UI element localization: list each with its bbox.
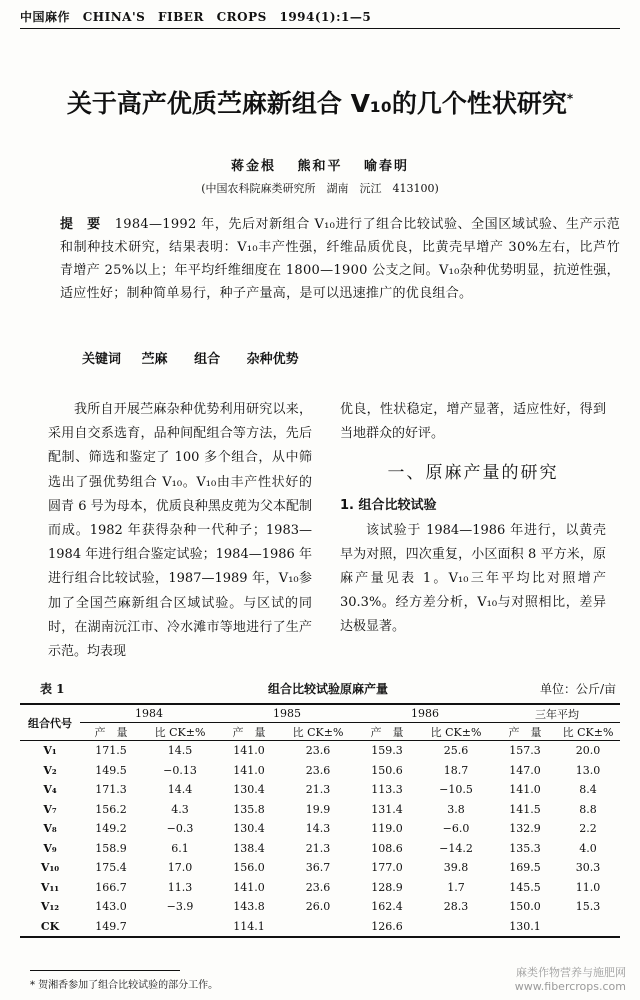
table-cell-vs-ck — [280, 917, 356, 938]
table-cell-vs-ck: 23.6 — [305, 763, 331, 777]
table-cell-yield: 171.3 — [95, 783, 127, 797]
table-cell-yield: 149.7 — [80, 917, 142, 938]
table-cell-yield: 141.5 — [509, 802, 541, 816]
table-cell-vs-ck: 8.4 — [579, 783, 597, 797]
sub-header-vs-ck: 比 CK±% — [418, 723, 494, 741]
footnote: * 贺湘香参加了组合比较试验的部分工作。 — [30, 980, 219, 991]
table-cell-vs-ck: 28.3 — [443, 900, 469, 914]
table-cell-yield: 119.0 — [371, 822, 403, 836]
body-right-column — [340, 398, 606, 640]
table-cell-yield: 141.0 — [233, 763, 265, 777]
table-cell-vs-ck: 14.4 — [167, 783, 193, 797]
table-cell-yield: 159.3 — [371, 744, 403, 758]
table-cell-vs-ck: 25.6 — [443, 744, 469, 758]
table-cell-vs-ck: 23.6 — [305, 744, 331, 758]
yield-table-body — [20, 741, 620, 938]
table-cell-vs-ck: 1.7 — [447, 880, 465, 894]
table-cell-vs-ck: −14.2 — [439, 841, 473, 855]
keyword-2: 组合 — [194, 352, 221, 367]
table-cell-vs-ck: 13.0 — [575, 763, 601, 777]
table-cell-yield: 147.0 — [509, 763, 541, 777]
table-cell-vs-ck: 8.8 — [579, 802, 597, 816]
table-cell-yield: 141.0 — [509, 783, 541, 797]
table-unit: 单位：公斤/亩 — [539, 682, 616, 696]
table-cell-yield: 156.2 — [95, 802, 127, 816]
table-cell-yield: 141.0 — [233, 880, 265, 894]
table-cell-code: V₁₀ — [40, 861, 60, 875]
table-cell-vs-ck: 11.0 — [575, 880, 601, 894]
running-head — [20, 8, 620, 25]
table-cell-yield: 156.0 — [233, 861, 265, 875]
table-cell-yield: 141.0 — [233, 744, 265, 758]
table-row — [20, 819, 620, 839]
watermark-line-2: www.fibercrops.com — [514, 980, 626, 993]
abstract — [60, 213, 620, 305]
table-row — [20, 761, 620, 781]
table-row — [20, 897, 620, 917]
table-cell-code: V₄ — [43, 783, 57, 797]
table-cell-vs-ck: 21.3 — [305, 841, 331, 855]
table-cell-yield: 169.5 — [509, 861, 541, 875]
sub-header-vs-ck: 比 CK±% — [142, 723, 218, 741]
table-cell-yield: 171.5 — [95, 744, 127, 758]
table-cell-vs-ck: −10.5 — [439, 783, 473, 797]
table-cell-vs-ck: 2.2 — [579, 822, 597, 836]
body-left-paragraph: 我所自开展苎麻杂种优势利用研究以来，采用自交系选育，品种间配组合等方法，先后配制、筛选和鉴定了 100 多个组合，从中筛选出了强优势组合 V₁₀。V₁₀由丰产性状好的圆青 6 号为母本，优质良种黑皮蔸为父本配制而成。1982 年获得杂种一代种子；1983—1984 年进行组合鉴定试验；1984—1986 年进行组合比较试验，1987—1989 年，V₁₀参加了全国苎麻新组合区域试验。与区试的同时，在湖南沅江市、冷水滩市等地进行了生产示范。均表现 — [48, 402, 312, 660]
table-cell-yield: 162.4 — [371, 900, 403, 914]
table-cell-yield: 143.0 — [95, 900, 127, 914]
table-row — [20, 780, 620, 800]
table-cell-vs-ck: 36.7 — [305, 861, 331, 875]
col-header-1986: 1986 — [356, 704, 494, 723]
watermark — [515, 966, 626, 994]
col-header-1985: 1985 — [218, 704, 356, 723]
table-cell-yield: 149.5 — [95, 763, 127, 777]
table-cell-vs-ck — [142, 917, 218, 938]
journal-name-en-1: CHINA'S — [82, 10, 146, 24]
footnote-rule — [30, 970, 180, 971]
sub-header-yield: 产 量 — [356, 723, 418, 741]
sub-header-yield: 产 量 — [494, 723, 556, 741]
table-row — [20, 800, 620, 820]
keyword-3: 杂种优势 — [246, 352, 299, 367]
table-cell-vs-ck: 6.1 — [171, 841, 189, 855]
watermark-line-1: 麻类作物营养与施肥网 — [516, 966, 626, 979]
table-cell-code: CK — [20, 917, 80, 938]
author-3: 喻春明 — [364, 159, 410, 174]
table-cell-yield: 113.3 — [371, 783, 403, 797]
table-row — [20, 878, 620, 898]
table-row — [20, 839, 620, 859]
author-1: 蒋金根 — [230, 159, 276, 174]
paper-title — [0, 84, 640, 120]
table-cell-yield: 114.1 — [218, 917, 280, 938]
table-cell-vs-ck: −0.3 — [166, 822, 194, 836]
table-caption — [40, 680, 616, 700]
table-cell-code: V₇ — [43, 802, 57, 816]
table-cell-yield: 177.0 — [371, 861, 403, 875]
body-right-paragraph-1: 优良，性状稳定，增产显著，适应性好，得到当地群众的好评。 — [340, 402, 606, 442]
sub-header-yield: 产 量 — [218, 723, 280, 741]
section-heading: 一、原麻产量的研究 — [387, 463, 559, 484]
keyword-1: 苎麻 — [141, 352, 168, 367]
table-row — [20, 917, 620, 938]
table-cell-yield: 158.9 — [95, 841, 127, 855]
table-cell-code: V₂ — [43, 763, 57, 777]
table-cell-vs-ck: 14.5 — [167, 744, 193, 758]
journal-name-en-2: FIBER — [158, 10, 204, 24]
table-cell-code: V₉ — [43, 841, 57, 855]
table-cell-vs-ck: −6.0 — [442, 822, 470, 836]
col-header-code: 组合代号 — [20, 704, 80, 741]
table-cell-vs-ck: 17.0 — [167, 861, 193, 875]
paper-title-text: 关于高产优质苎麻新组合 V₁₀的几个性状研究 — [66, 89, 567, 118]
table-cell-yield: 143.8 — [233, 900, 265, 914]
body-left-column — [48, 398, 312, 664]
table-cell-vs-ck: 23.6 — [305, 880, 331, 894]
table-cell-yield: 130.1 — [494, 917, 556, 938]
table-cell-vs-ck: 14.3 — [305, 822, 331, 836]
table-cell-vs-ck: 21.3 — [305, 783, 331, 797]
table-cell-vs-ck: 19.9 — [305, 802, 331, 816]
table-cell-vs-ck — [418, 917, 494, 938]
table-cell-yield: 135.8 — [233, 802, 265, 816]
table-cell-yield: 132.9 — [509, 822, 541, 836]
table-cell-vs-ck: 4.3 — [171, 802, 189, 816]
abstract-label: 提 要 — [60, 217, 101, 232]
table-cell-yield: 135.3 — [509, 841, 541, 855]
table-cell-vs-ck: 30.3 — [575, 861, 601, 875]
table-cell-yield: 128.9 — [371, 880, 403, 894]
body-right-paragraph-2: 该试验于 1984—1986 年进行，以黄壳早为对照，四次重复，小区面积 8 平方米，原麻产量见表 1。V₁₀三年平均比对照增产 30.3%。经方差分析，V₁₀与对照相比，差异达极显著。 — [340, 522, 606, 635]
table-cell-vs-ck: 39.8 — [443, 861, 469, 875]
table-cell-yield: 150.0 — [509, 900, 541, 914]
table-title: 组合比较试验原麻产量 — [267, 682, 388, 696]
table-cell-vs-ck: 26.0 — [305, 900, 331, 914]
keywords — [82, 348, 622, 367]
table-cell-vs-ck: 20.0 — [575, 744, 601, 758]
table-cell-code: V₁₂ — [40, 900, 60, 914]
col-header-1984: 1984 — [80, 704, 218, 723]
table-cell-vs-ck: 15.3 — [575, 900, 601, 914]
sub-header-vs-ck: 比 CK±% — [556, 723, 620, 741]
table-cell-yield: 130.4 — [233, 822, 265, 836]
abstract-text: 1984—1992 年，先后对新组合 V₁₀进行了组合比较试验、全国区域试验、生产示范和制种技术研究，结果表明：V₁₀丰产性强，纤维品质优良，比黄壳早增产 30%左右，比芦竹青增产 25%以上；年平均纤维细度在 1800—1900 公支之间。V₁₀杂种优势明显，抗逆性强，适应性好；制种简单易行，种子产量高，是可以迅速推广的优良组合。 — [60, 217, 620, 301]
title-footnote-mark: * — [566, 91, 574, 106]
yield-table — [20, 703, 620, 938]
authors — [0, 155, 640, 174]
table-cell-yield: 145.5 — [509, 880, 541, 894]
table-cell-yield: 131.4 — [371, 802, 403, 816]
author-2: 熊和平 — [297, 159, 343, 174]
sub-heading: 1. 组合比较试验 — [340, 498, 437, 514]
keywords-label: 关键词 — [82, 352, 122, 367]
table-cell-yield: 130.4 — [233, 783, 265, 797]
affiliation: (中国农科院麻类研究所 湖南 沅江 413100) — [201, 182, 439, 195]
table-cell-yield: 126.6 — [356, 917, 418, 938]
table-row — [20, 741, 620, 761]
table-cell-yield: 166.7 — [95, 880, 127, 894]
col-header-average: 三年平均 — [494, 704, 620, 723]
journal-issue: 1994(1):1—5 — [279, 10, 372, 24]
sub-header-vs-ck: 比 CK±% — [280, 723, 356, 741]
table-cell-yield: 149.2 — [95, 822, 127, 836]
table-cell-yield: 175.4 — [95, 861, 127, 875]
table-cell-code: V₁₁ — [40, 880, 60, 894]
table-cell-code: V₁ — [43, 744, 57, 758]
table-cell-vs-ck: 18.7 — [443, 763, 469, 777]
journal-name-cn: 中国麻作 — [20, 10, 71, 24]
table-cell-yield: 150.6 — [371, 763, 403, 777]
table-cell-yield: 108.6 — [371, 841, 403, 855]
journal-name-en-3: CROPS — [216, 10, 267, 24]
table-number: 表 1 — [40, 682, 65, 696]
table-cell-vs-ck: 3.8 — [447, 802, 465, 816]
table-cell-vs-ck — [556, 917, 620, 938]
running-head-rule — [20, 28, 620, 29]
table-cell-vs-ck: 11.3 — [167, 880, 193, 894]
table-cell-vs-ck: −0.13 — [163, 763, 197, 777]
table-cell-yield: 138.4 — [233, 841, 265, 855]
table-row — [20, 858, 620, 878]
table-cell-vs-ck: −3.9 — [166, 900, 194, 914]
table-cell-yield: 157.3 — [509, 744, 541, 758]
sub-header-yield: 产 量 — [80, 723, 142, 741]
table-cell-vs-ck: 4.0 — [579, 841, 597, 855]
table-cell-code: V₈ — [43, 822, 57, 836]
